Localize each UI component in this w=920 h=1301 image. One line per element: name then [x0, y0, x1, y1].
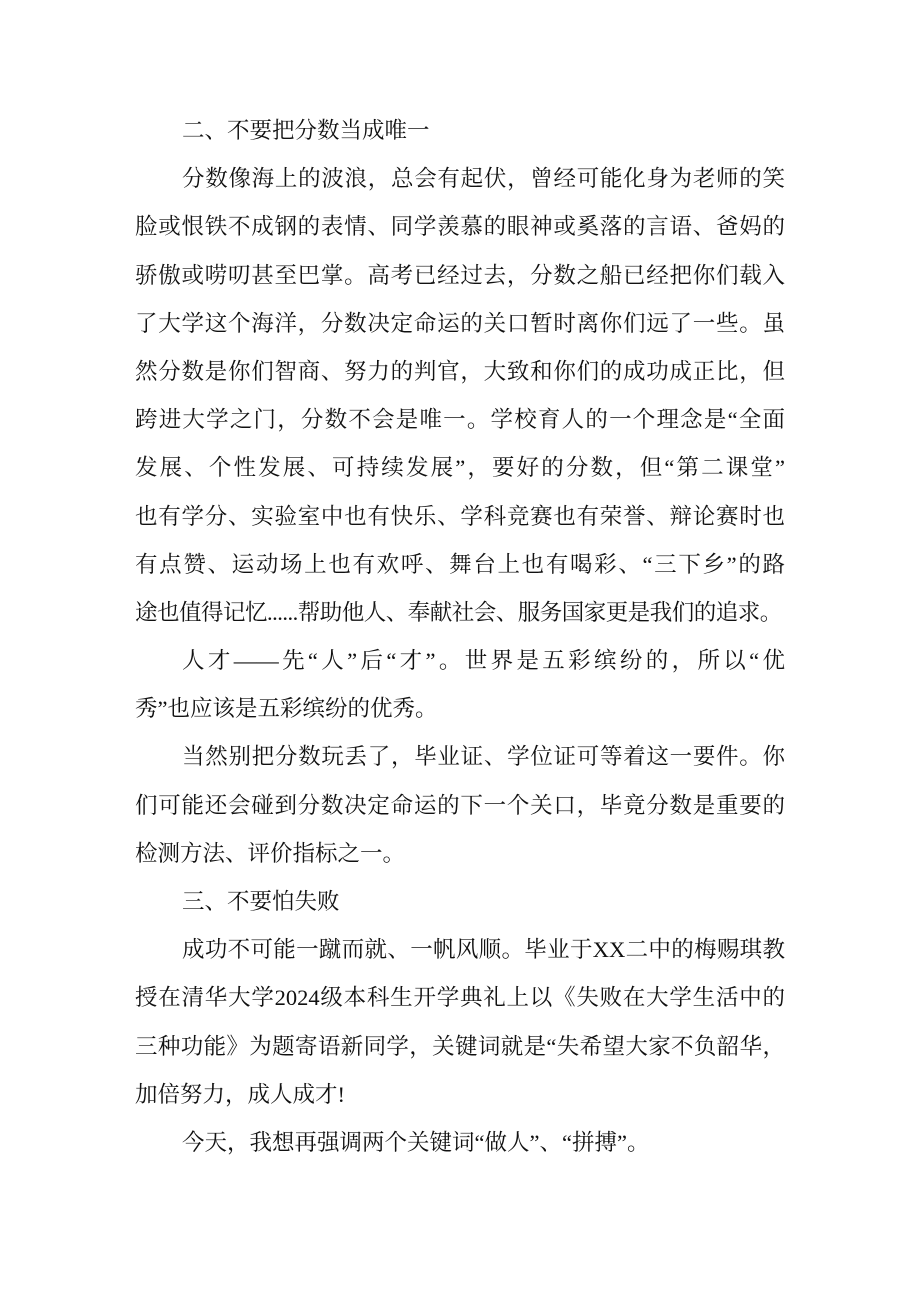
paragraph-line: 人才——先“人”后“才”。世界是五彩缤纷的，所以“优	[182, 648, 785, 674]
paragraph-line: 脸或恨铁不成钢的表情、同学羡慕的眼神或奚落的言语、爸妈的	[135, 214, 785, 240]
paragraph	[135, 1119, 785, 1167]
paragraph	[135, 926, 785, 1119]
paragraph-line: 跨进大学之门，分数不会是唯一。学校育人的一个理念是“全面	[135, 407, 785, 433]
paragraph-line: 骄傲或唠叨甚至巴掌。高考已经过去，分数之船已经把你们载入	[135, 262, 785, 288]
paragraph-line: 也有学分、实验室中也有快乐、学科竞赛也有荣誉、辩论赛时也	[135, 503, 785, 529]
paragraph-line: 今天，我想再强调两个关键词“做人”、“拼搏”。	[182, 1129, 650, 1155]
paragraph	[135, 637, 785, 733]
paragraph	[135, 733, 785, 878]
paragraph-line: 加倍努力，成人成才!	[135, 1081, 345, 1107]
paragraph-line: 分数像海上的波浪，总会有起伏，曾经可能化身为老师的笑	[182, 166, 785, 192]
paragraph	[135, 155, 785, 637]
paragraph-line: 然分数是你们智商、努力的判官，大致和你们的成功成正比，但	[135, 358, 785, 384]
paragraph-line: 三种功能》为题寄语新同学，关键词就是“失希望大家不负韶华，	[135, 1033, 785, 1059]
section-heading: 二、不要把分数当成唯一	[182, 118, 430, 143]
paragraph-line: 们可能还会碰到分数决定命运的下一个关口，毕竟分数是重要的	[135, 792, 785, 818]
paragraph-line: 成功不可能一蹴而就、一帆风顺。毕业于XX二中的梅赐琪教	[182, 937, 785, 963]
paragraph-line: 发展、个性发展、可持续发展”，要好的分数，但“第二课堂”	[135, 455, 785, 481]
paragraph-line: 了大学这个海洋，分数决定命运的关口暂时离你们远了一些。虽	[135, 310, 785, 336]
paragraph-line: 当然别把分数玩丢了，毕业证、学位证可等着这一要件。你	[182, 744, 785, 770]
section-heading: 三、不要怕失败	[182, 889, 340, 914]
paragraph-line: 有点赞、运动场上也有欢呼、舞台上也有喝彩、“三下乡”的路	[135, 551, 785, 577]
paragraph-line: 授在清华大学2024级本科生开学典礼上以《失败在大学生活中的	[135, 985, 785, 1011]
paragraph-line: 检测方法、评价指标之一。	[135, 840, 406, 866]
paragraph-line: 秀”也应该是五彩缤纷的优秀。	[135, 696, 438, 722]
document-body	[135, 107, 785, 1167]
paragraph-line: 途也值得记忆......帮助他人、奉献社会、服务国家更是我们的追求。	[135, 599, 782, 625]
